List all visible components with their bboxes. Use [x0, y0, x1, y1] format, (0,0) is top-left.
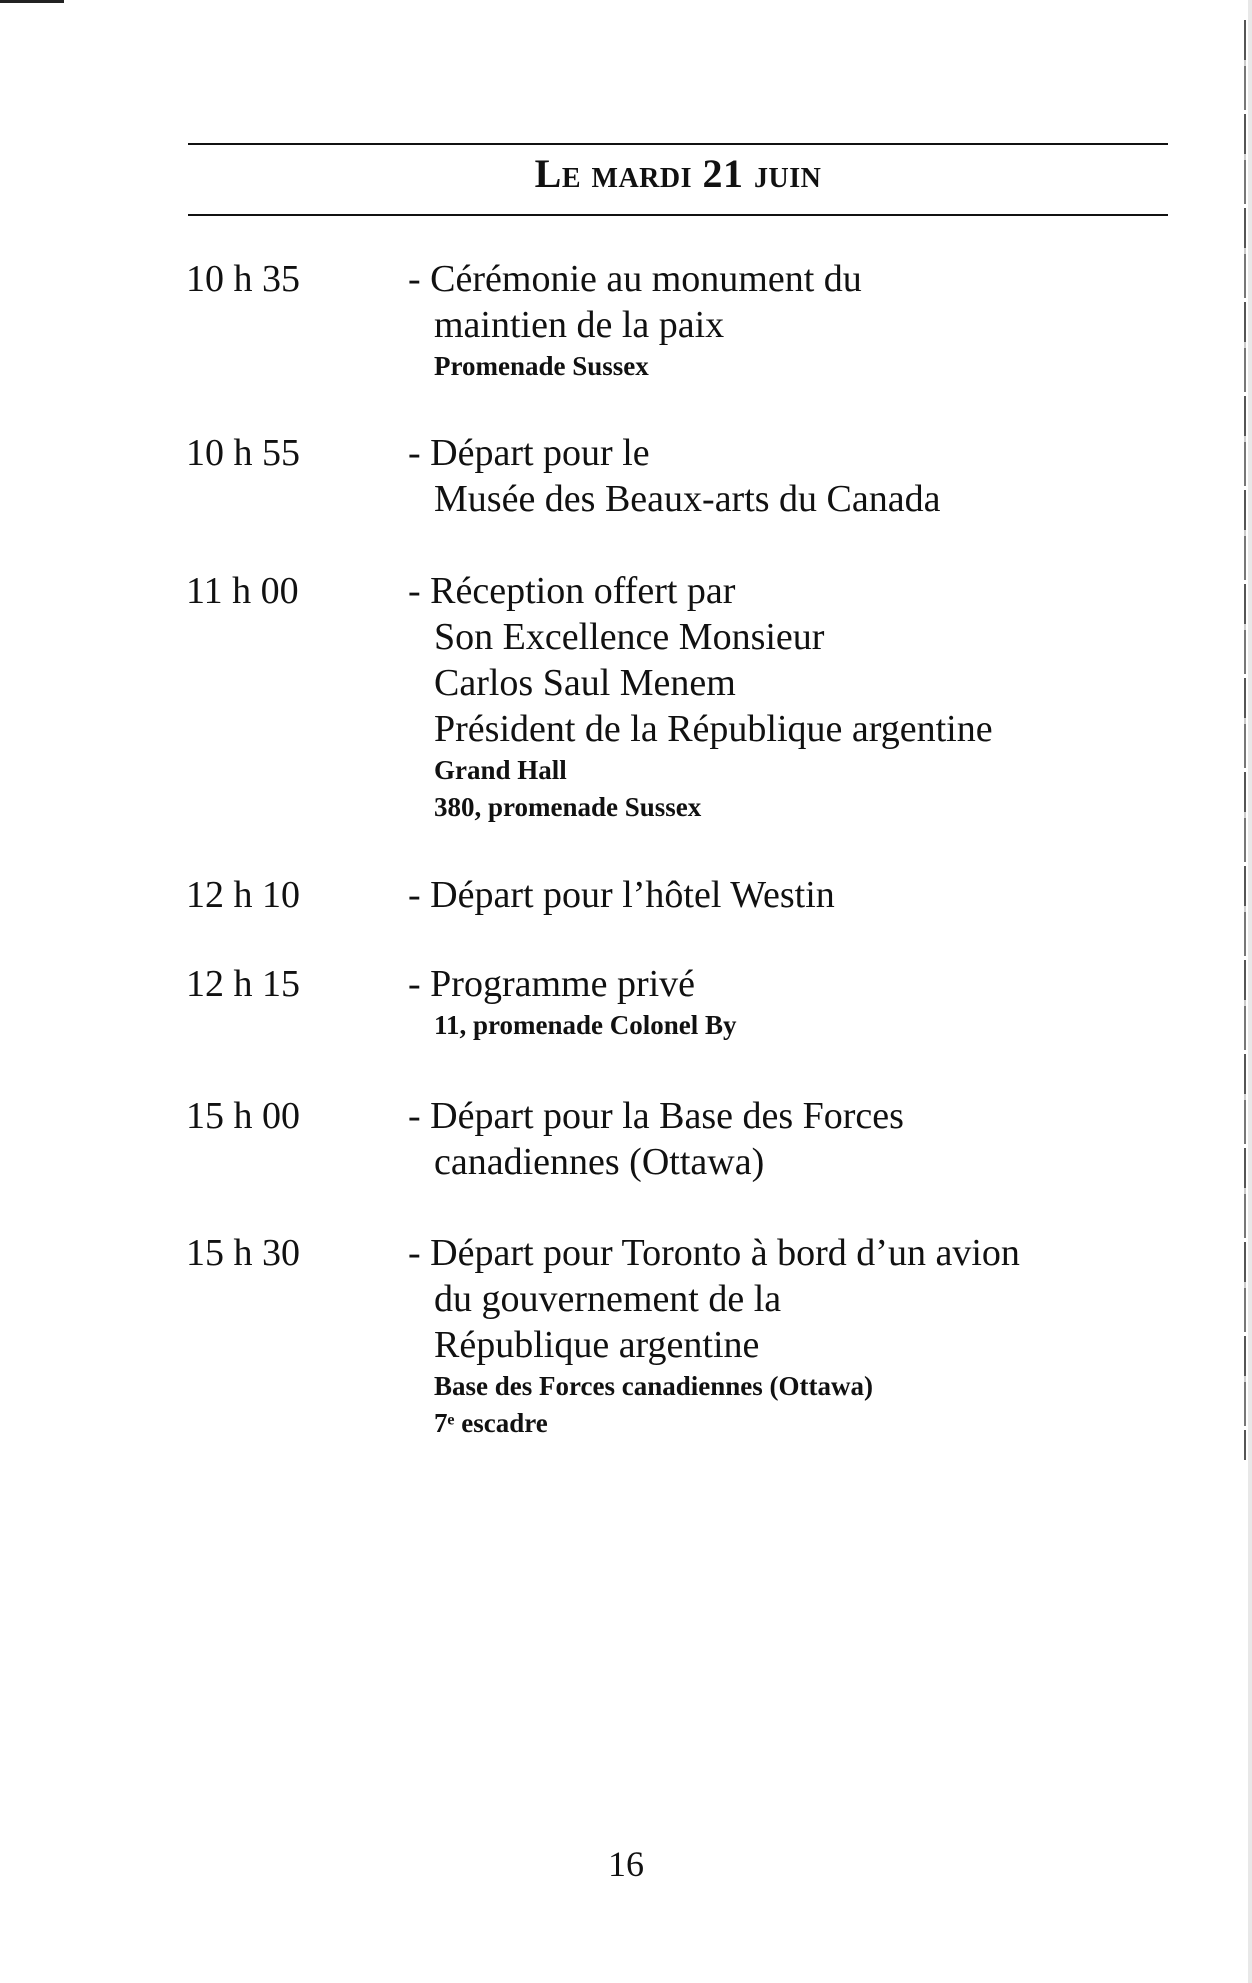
entry-line: - Départ pour la Base des Forces [408, 1095, 904, 1137]
entry-line: - Départ pour Toronto à bord d’un avion [408, 1232, 1020, 1274]
entry-description [408, 568, 1208, 826]
entry-line: - Réception offert par [408, 570, 736, 612]
entry-description [408, 430, 1208, 522]
scan-edge-line [1244, 20, 1246, 1460]
entry-description [408, 1093, 1208, 1185]
scan-edge-shadow [1248, 0, 1252, 1983]
entry-line: Président de la République argentine [434, 708, 993, 750]
entry-line: Musée des Beaux-arts du Canada [434, 478, 941, 520]
page-number: 16 [608, 1844, 644, 1884]
entry-time: 10 h 35 [186, 258, 300, 300]
entry-line: Son Excellence Monsieur [434, 616, 825, 658]
entry-description [408, 961, 1208, 1044]
heading-rule-bottom [188, 214, 1168, 216]
entry-time: 10 h 55 [186, 432, 300, 474]
entry-line: du gouvernement de la [434, 1278, 782, 1320]
entry-line: - Programme privé [408, 963, 696, 1005]
entry-description [408, 872, 1208, 918]
entry-line: République argentine [434, 1324, 760, 1366]
entry-time: 15 h 30 [186, 1232, 300, 1274]
entry-time: 12 h 10 [186, 874, 300, 916]
entry-description [408, 256, 1208, 385]
entry-time: 15 h 00 [186, 1095, 300, 1137]
entry-location: 11, promenade Colonel By [434, 1010, 737, 1040]
scan-edge-mark [0, 0, 64, 3]
entry-line: Carlos Saul Menem [434, 662, 736, 704]
entry-line: - Départ pour le [408, 432, 650, 474]
heading-month: juin [754, 151, 822, 196]
entry-line: - Départ pour l’hôtel Westin [408, 874, 835, 916]
entry-line: maintien de la paix [434, 304, 725, 346]
entry-location: 7ᵉ escadre [434, 1408, 548, 1438]
entry-time: 12 h 15 [186, 963, 300, 1005]
entry-location: Grand Hall [434, 755, 567, 785]
entry-time: 11 h 00 [186, 570, 299, 612]
entry-line: canadiennes (Ottawa) [434, 1141, 765, 1183]
page-heading [188, 150, 1168, 197]
heading-rule-top [188, 143, 1168, 145]
heading-day: 21 [702, 151, 744, 196]
entry-location: Base des Forces canadiennes (Ottawa) [434, 1371, 873, 1401]
entry-description [408, 1230, 1208, 1442]
heading-prefix: Le mardi [534, 151, 692, 196]
entry-location: Promenade Sussex [434, 351, 649, 381]
entry-line: - Cérémonie au monument du [408, 258, 862, 300]
entry-location: 380, promenade Sussex [434, 792, 702, 822]
